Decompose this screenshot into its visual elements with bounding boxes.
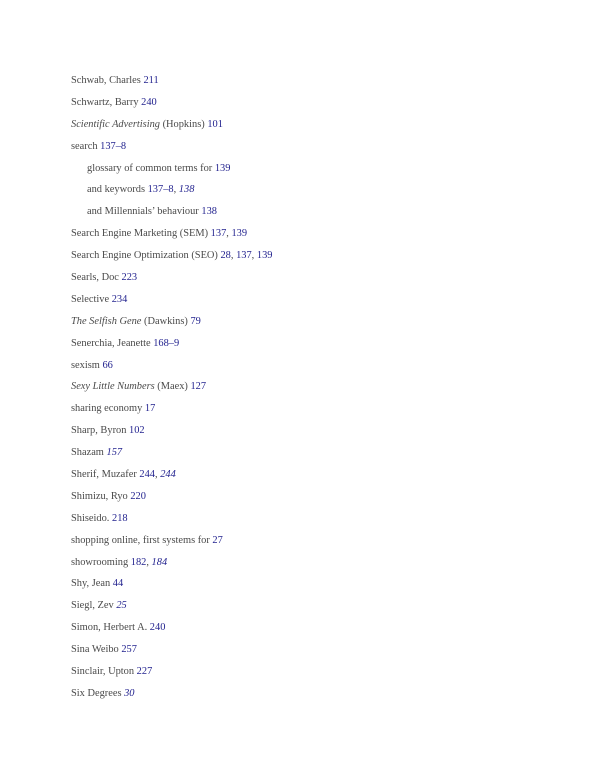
index-entry (71, 595, 272, 617)
entry-text: (Hopkins) (159, 118, 208, 130)
page-reference-link[interactable]: 137 (236, 250, 252, 262)
entry-text: sharing economy (71, 403, 145, 415)
index-subentry (71, 201, 272, 223)
entry-text: Sharp, Byron (71, 425, 130, 437)
index-entry (71, 639, 272, 661)
entry-text: glossary of common terms for (87, 162, 215, 174)
index-entry-list (71, 70, 272, 705)
page-reference-link[interactable]: 139 (231, 228, 248, 240)
entry-text: Six Degrees (71, 687, 125, 699)
entry-text: sexism (71, 359, 103, 371)
index-subentry (71, 158, 272, 180)
page-reference-link[interactable]: 182 (130, 556, 147, 568)
page-reference-link[interactable]: 137–8 (147, 184, 174, 196)
page-reference-link[interactable]: 234 (111, 293, 128, 305)
index-entry (71, 333, 272, 355)
index-entry (71, 552, 272, 574)
page-reference-link[interactable]: 184 (151, 556, 168, 568)
page-reference-link[interactable]: 227 (136, 666, 153, 678)
index-entry (71, 617, 272, 639)
page-reference-link[interactable]: 211 (143, 75, 159, 86)
index-entry (71, 311, 272, 333)
entry-text: search (71, 140, 101, 152)
entry-text: (Maex) (154, 381, 191, 393)
entry-text: and Millennials’ behaviour (87, 206, 202, 218)
entry-text: Search Engine Marketing (SEM) (71, 228, 211, 240)
page-reference-link[interactable]: 25 (116, 600, 127, 612)
entry-text: Shy, Jean (71, 578, 113, 590)
index-entry (71, 464, 272, 486)
index-entry (71, 289, 272, 311)
page-reference-link[interactable]: 137–8 (100, 140, 127, 152)
entry-text: , (173, 184, 179, 196)
index-entry (71, 442, 272, 464)
page-reference-link[interactable]: 223 (121, 272, 138, 284)
page-reference-link[interactable]: 138 (178, 184, 195, 196)
entry-text: shopping online, first systems for (71, 534, 213, 546)
index-entry (71, 245, 272, 267)
page-reference-link[interactable]: 27 (212, 534, 223, 546)
index-entry (71, 355, 272, 377)
entry-text: Search Engine Optimization (SEO) (71, 250, 221, 262)
page-reference-link[interactable]: 244 (160, 469, 176, 481)
entry-text: Sina Weibo (71, 644, 122, 656)
index-entry (71, 398, 272, 420)
page-reference-link[interactable]: 17 (144, 403, 156, 415)
index-entry (71, 114, 272, 136)
index-entry (71, 376, 272, 398)
page-reference-link[interactable]: 102 (129, 425, 145, 437)
work-title: Sexy Little Numbers (71, 381, 155, 393)
page-reference-link[interactable]: 30 (124, 687, 135, 699)
entry-text: , (226, 228, 232, 240)
page-reference-link[interactable]: 220 (130, 490, 146, 502)
entry-text: Selective (71, 293, 112, 305)
page-reference-link[interactable]: 244 (139, 469, 155, 481)
page-reference-link[interactable]: 240 (141, 96, 157, 108)
page-reference-link[interactable]: 127 (190, 381, 207, 393)
work-title: The Selfish Gene (71, 315, 142, 327)
page-reference-link[interactable]: 257 (121, 644, 137, 656)
index-entry (71, 70, 272, 92)
index-entry (71, 486, 272, 508)
page-reference-link[interactable]: 28 (220, 250, 231, 262)
index-subentry (71, 179, 272, 201)
entry-text: Shiseido. (71, 512, 112, 524)
entry-text: , (146, 556, 152, 568)
entry-text: Shimizu, Ryo (71, 490, 131, 502)
page-reference-link[interactable]: 139 (256, 250, 273, 262)
entry-text: , (251, 250, 257, 262)
index-entry (71, 420, 272, 442)
work-title: Scientific Advertising (71, 118, 160, 130)
index-entry (71, 136, 272, 158)
index-entry (71, 267, 272, 289)
index-entry (71, 683, 272, 705)
page-reference-link[interactable]: 157 (106, 447, 123, 459)
entry-text: Schwartz, Barry (71, 96, 142, 108)
index-entry (71, 223, 272, 245)
page-reference-link[interactable]: 240 (149, 622, 166, 634)
page-reference-link[interactable]: 138 (201, 206, 217, 218)
entry-text: Sinclair, Upton (71, 666, 137, 678)
index-entry (71, 573, 272, 595)
index-entry (71, 92, 272, 114)
page-reference-link[interactable]: 168–9 (153, 337, 180, 349)
page-reference-link[interactable]: 137 (210, 228, 227, 240)
index-entry (71, 508, 272, 530)
entry-text: Siegl, Zev (71, 600, 117, 612)
entry-text: , (230, 250, 237, 262)
entry-text: Schwab, Charles (71, 75, 144, 86)
page-reference-link[interactable]: 218 (112, 512, 128, 524)
index-entry (71, 530, 272, 552)
index-entry (71, 661, 272, 683)
entry-text: Shazam (71, 447, 107, 459)
entry-text: Senerchia, Jeanette (71, 337, 154, 349)
entry-text: Sherif, Muzafer (71, 469, 140, 481)
entry-text: , (154, 469, 161, 481)
entry-text: Simon, Herbert A. (71, 622, 150, 634)
entry-text: Searls, Doc (71, 272, 122, 284)
page-reference-link[interactable]: 66 (102, 359, 113, 371)
page-reference-link[interactable]: 101 (207, 118, 223, 130)
page-reference-link[interactable]: 139 (214, 162, 231, 174)
page-reference-link[interactable]: 79 (190, 315, 201, 327)
entry-text: (Dawkins) (141, 315, 191, 327)
entry-text: and keywords (87, 184, 148, 196)
page-reference-link[interactable]: 44 (112, 578, 124, 590)
entry-text: showrooming (71, 556, 131, 568)
